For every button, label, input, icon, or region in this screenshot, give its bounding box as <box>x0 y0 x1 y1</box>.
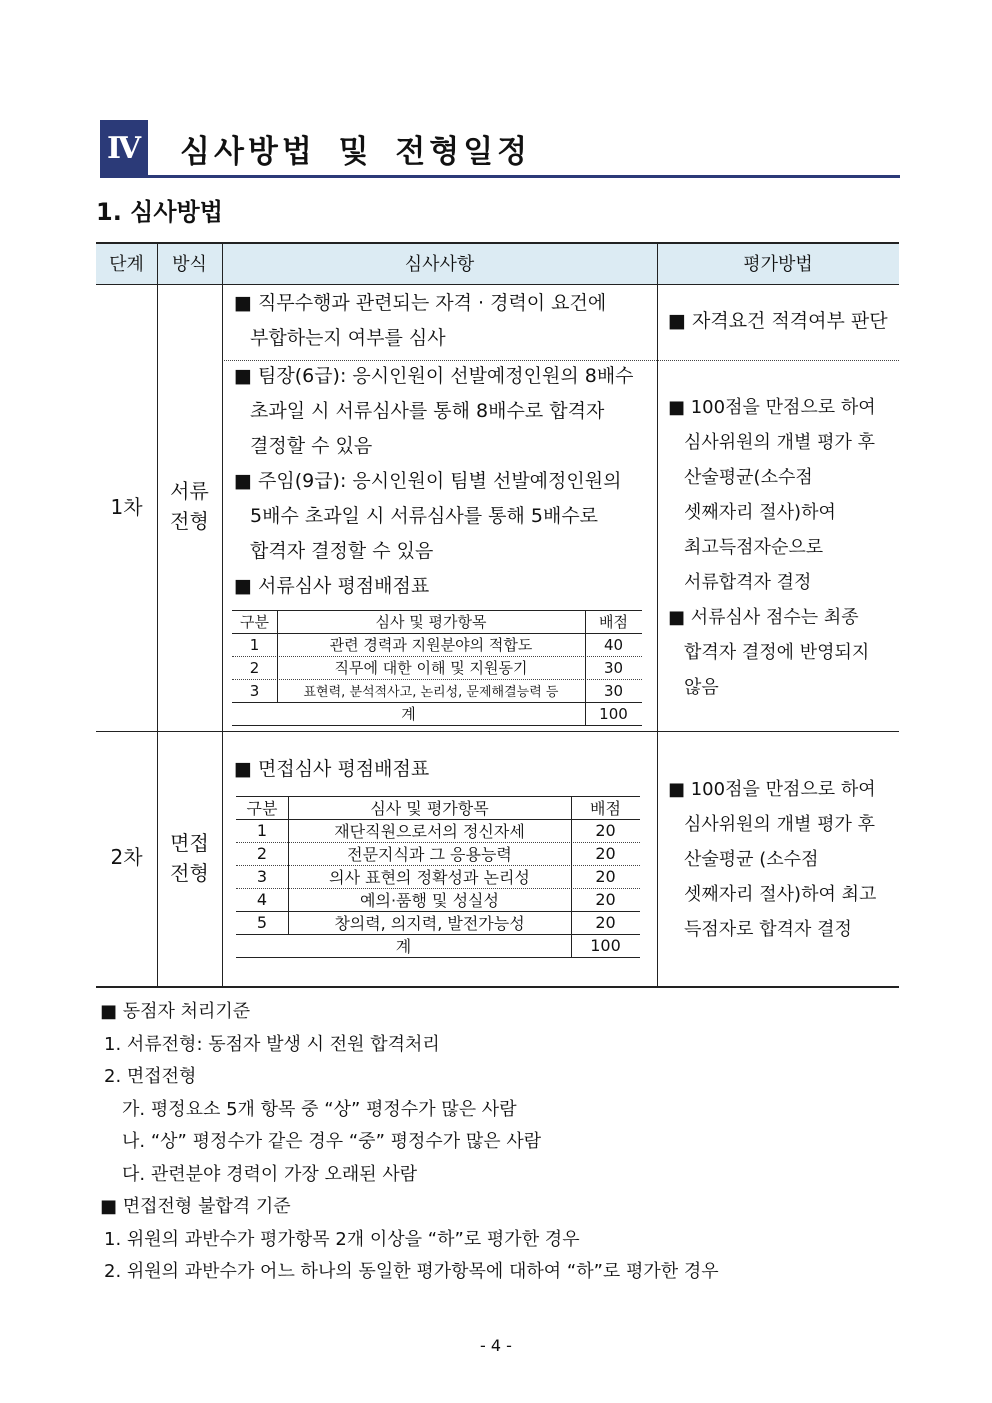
section-number-badge: Ⅳ <box>100 120 148 176</box>
score-cell: 100 <box>590 936 621 955</box>
eval-line: 않음 <box>684 677 719 698</box>
note-line: 2. 위원의 과반수가 어느 하나의 동일한 평가항목에 대하여 “하”로 평가한 경우 <box>104 1261 719 1282</box>
note-line: 1. 서류전형: 동점자 발생 시 전원 합격처리 <box>104 1033 440 1055</box>
score-cell: 표현력, 분석적사고, 논리성, 문제해결능력 등 <box>303 685 559 700</box>
score-cell: 의사 표현의 정확성과 논리성 <box>329 868 530 887</box>
score-cell: 30 <box>603 681 624 700</box>
section-header <box>100 120 900 178</box>
score-cell: 40 <box>603 635 624 654</box>
score-cell: 100 <box>599 704 628 723</box>
score-cell: 30 <box>603 658 624 677</box>
score-cell: 관련 경력과 지원분야의 적합도 <box>329 636 533 654</box>
stage1-step: 1차 <box>110 495 143 519</box>
score-cell: 3 <box>256 867 268 886</box>
stage-divider <box>96 731 899 732</box>
table-top-border <box>96 242 899 244</box>
stage2-method <box>157 828 222 888</box>
content-line: ■ 팀장(6급): 응시인원이 선발예정인원의 8배수 <box>234 365 634 387</box>
note-line: 다. 관련분야 경력이 가장 오래된 사람 <box>122 1163 418 1185</box>
score-cell: 2 <box>249 658 260 677</box>
content-line: 부합하는지 여부를 심사 <box>250 327 446 349</box>
interview-score-table <box>236 796 640 956</box>
score-cell: 5 <box>256 913 268 932</box>
eval-line: 심사위원의 개별 평가 후 <box>684 814 876 835</box>
score-header: 심사 및 평가항목 <box>375 613 487 631</box>
content-line: ■ 주임(9급): 응시인원이 팀별 선발예정인원의 <box>234 470 622 492</box>
score-cell: 1 <box>249 635 260 654</box>
eval-line: 산술평균 (소수점 <box>684 849 819 870</box>
stage2-method-line: 전형 <box>170 861 209 885</box>
score-cell: 20 <box>595 867 616 886</box>
stage2-eval <box>668 772 876 947</box>
score-cell: 재단직원으로서의 정신자세 <box>334 822 525 841</box>
note-line: 가. 평정요소 5개 항목 중 “상” 평정수가 많은 사람 <box>122 1098 517 1120</box>
note-line: 1. 위원의 과반수가 평가항목 2개 이상을 “하”로 평가한 경우 <box>104 1228 580 1250</box>
content-line: ■ 직무수행과 관련되는 자격 · 경력이 요건에 <box>234 292 607 314</box>
eval-line: 셋째자리 절사)하여 <box>684 502 836 523</box>
content-line: 결정할 수 있음 <box>250 435 373 457</box>
stage2-step: 2차 <box>110 845 143 869</box>
score-cell: 20 <box>595 821 616 840</box>
score-cell: 20 <box>595 844 616 863</box>
score-header: 배점 <box>590 799 621 818</box>
score-cell: 2 <box>256 844 268 863</box>
note-heading: ■ 동점자 처리기준 <box>100 1001 251 1022</box>
stage2-method-line: 면접 <box>170 831 209 855</box>
stage1-method <box>157 476 222 536</box>
document-score-table <box>232 610 642 728</box>
content-line: 초과일 시 서류심사를 통해 8배수로 합격자 <box>250 400 605 422</box>
stage1-eval-b <box>668 390 876 705</box>
note-heading: ■ 면접전형 불합격 기준 <box>100 1196 291 1217</box>
review-method-table <box>96 242 899 988</box>
header-evaluation: 평가방법 <box>743 254 813 275</box>
score-cell: 20 <box>595 913 616 932</box>
eval-line: ■ 100점을 만점으로 하여 <box>668 397 876 418</box>
score-header: 구분 <box>246 799 278 818</box>
eval-line: 득점자로 합격자 결정 <box>684 919 852 940</box>
stage1-content-a <box>234 286 606 356</box>
header-step: 단계 <box>109 254 144 275</box>
header-bottom-border <box>96 284 899 285</box>
column-divider <box>657 242 658 988</box>
table-bottom-border <box>96 986 899 988</box>
stage2-content-title: ■ 면접심사 평점배점표 <box>234 758 430 780</box>
section-underline <box>100 175 900 178</box>
score-cell: 20 <box>595 890 616 909</box>
eval-line: 합격자 결정에 반영되지 <box>684 642 870 663</box>
score-cell: 1 <box>256 821 268 840</box>
subsection-title: 1. 심사방법 <box>96 198 223 226</box>
score-cell: 계 <box>395 937 412 956</box>
score-header: 구분 <box>240 613 269 631</box>
eval-line: 산술평균(소수점 <box>684 467 813 488</box>
stage1-method-line: 전형 <box>170 509 209 533</box>
column-divider <box>222 242 223 988</box>
content-line: 합격자 결정할 수 있음 <box>250 540 434 562</box>
score-cell: 계 <box>401 705 416 723</box>
content-line: 5배수 초과일 시 서류심사를 통해 5배수로 <box>250 505 599 527</box>
score-cell: 4 <box>256 890 268 909</box>
eval-line: ■ 서류심사 점수는 최종 <box>668 607 859 628</box>
header-review-items: 심사사항 <box>404 254 475 275</box>
score-cell: 예의·품행 및 성실성 <box>360 891 499 910</box>
score-cell: 창의력, 의지력, 발전가능성 <box>334 914 525 933</box>
eval-line: 서류합격자 결정 <box>684 572 812 593</box>
eval-line: ■ 100점을 만점으로 하여 <box>668 779 876 800</box>
tie-and-fail-criteria <box>100 996 719 1289</box>
page-number: - 4 - <box>480 1336 512 1355</box>
stage1-content-b <box>234 359 634 604</box>
score-cell: 전문지식과 그 응용능력 <box>347 845 512 864</box>
eval-line: 셋째자리 절사)하여 최고 <box>684 884 877 905</box>
score-header: 심사 및 평가항목 <box>370 799 489 818</box>
stage1-method-line: 서류 <box>170 479 209 503</box>
eval-line: 최고득점자순으로 <box>684 537 824 558</box>
content-line: ■ 서류심사 평점배점표 <box>234 575 430 597</box>
eval-line: 심사위원의 개별 평가 후 <box>684 432 876 453</box>
note-line: 나. “상” 평정수가 같은 경우 “중” 평정수가 많은 사람 <box>122 1131 542 1152</box>
note-line: 2. 면접전형 <box>104 1066 197 1087</box>
score-cell: 직무에 대한 이해 및 지원동기 <box>334 659 528 677</box>
stage1-eval-a: ■ 자격요건 적격여부 판단 <box>668 310 888 332</box>
score-cell: 3 <box>249 681 260 700</box>
score-header: 배점 <box>599 613 628 631</box>
section-title: 심사방법 및 전형일정 <box>180 134 532 170</box>
header-method: 방식 <box>172 254 207 275</box>
